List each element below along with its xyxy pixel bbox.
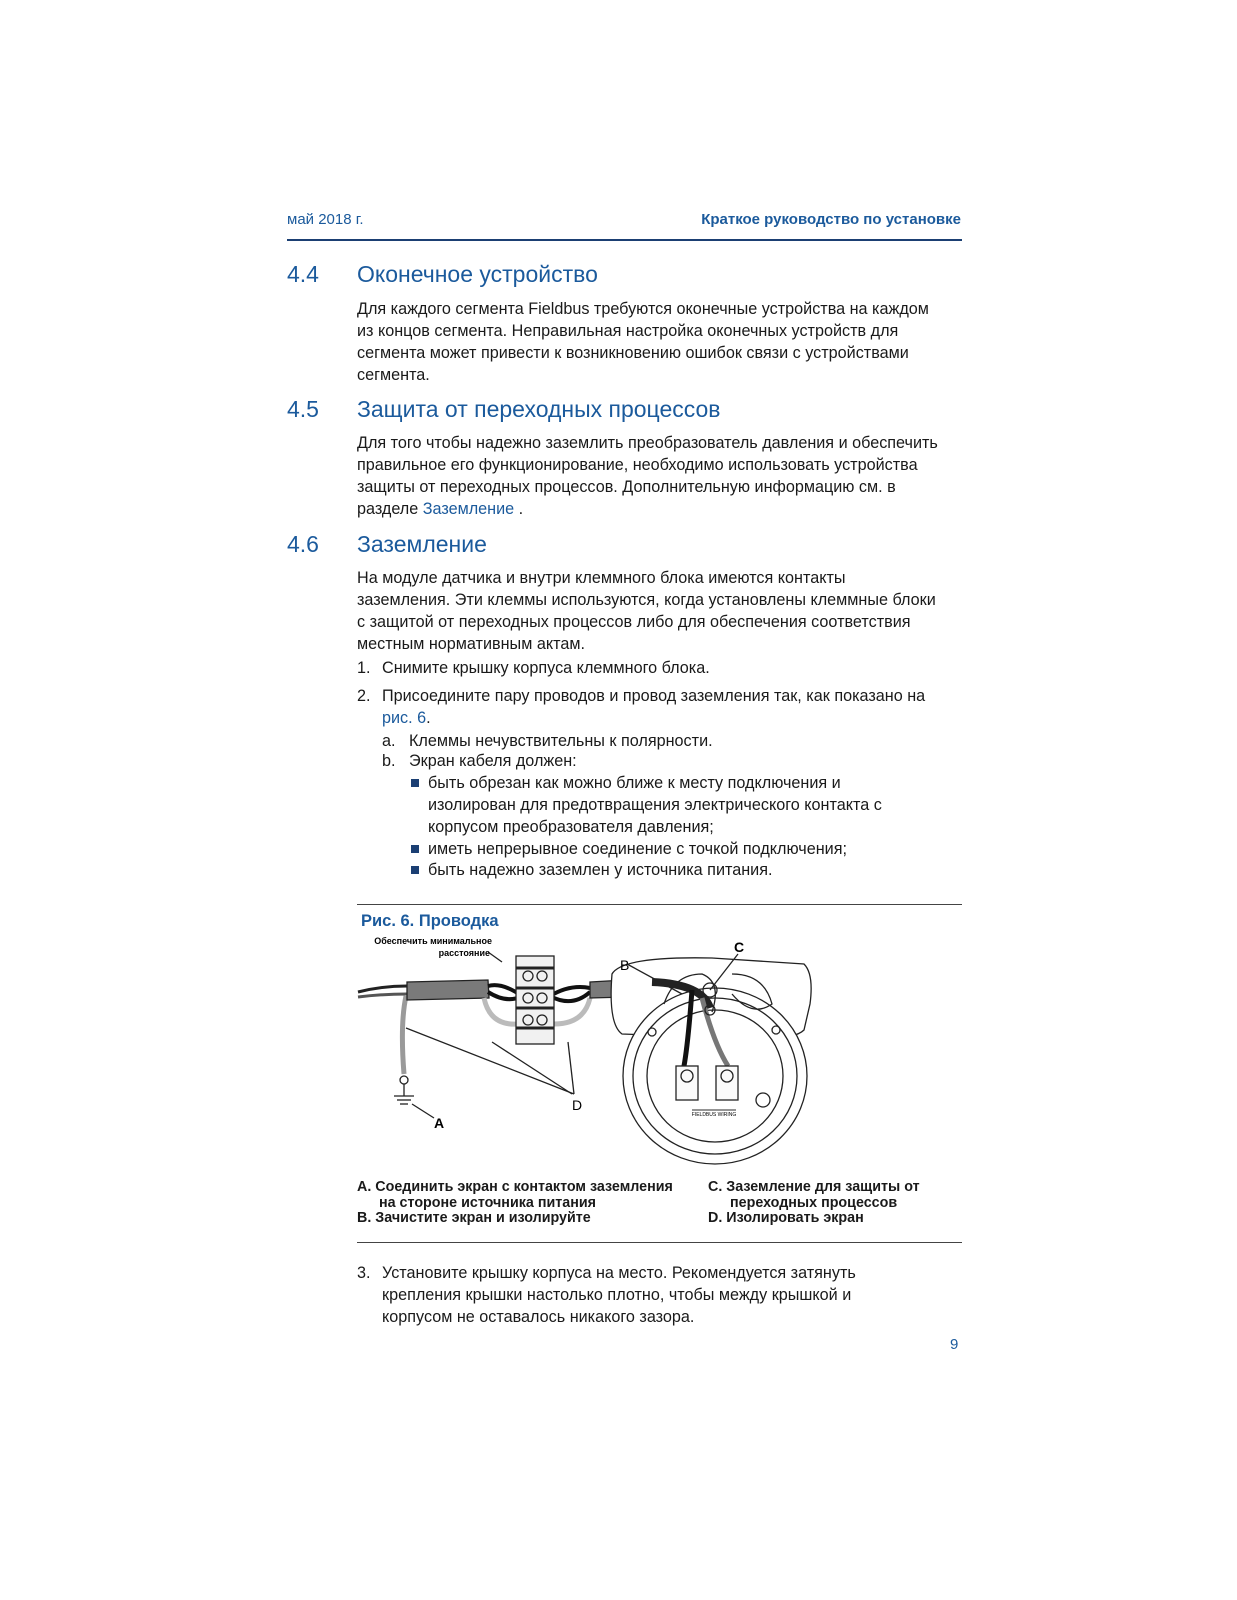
text-line: заземления. Эти клеммы используются, когда установлены клеммные блоки bbox=[357, 591, 936, 609]
bullet-square-icon bbox=[411, 866, 419, 874]
legend-key: B. bbox=[357, 1210, 372, 1226]
section-heading-4-6 bbox=[287, 531, 487, 558]
grounding-link[interactable]: Заземление bbox=[422, 500, 515, 518]
bullet-square-icon bbox=[411, 779, 419, 787]
text-line: На модуле датчика и внутри клеммного блока имеются контакты bbox=[357, 569, 846, 587]
section-number: 4.6 bbox=[287, 531, 319, 557]
step-3 bbox=[357, 1262, 963, 1328]
bullet-text: быть надежно заземлен у источника питания. bbox=[428, 861, 773, 879]
legend-key: A. bbox=[357, 1179, 372, 1195]
section-4-5-paragraph bbox=[357, 432, 963, 520]
legend-c bbox=[708, 1179, 920, 1211]
bullet-text: иметь непрерывное соединение с точкой подключения; bbox=[428, 840, 847, 858]
section-title: Оконечное устройство bbox=[357, 261, 598, 287]
legend-text: на стороне источника питания bbox=[379, 1195, 596, 1211]
bullet-text: быть обрезан как можно ближе к месту подключения и bbox=[428, 774, 841, 792]
figure-title: Рис. 6. Проводка bbox=[361, 912, 499, 930]
bullet-text: корпусом преобразователя давления; bbox=[428, 818, 714, 836]
legend-text: Изолировать экран bbox=[726, 1210, 864, 1226]
step-text: Установите крышку корпуса на место. Рекомендуется затянуть bbox=[382, 1264, 856, 1282]
label-c: C bbox=[734, 939, 745, 955]
callout-min-distance-2: расстояние bbox=[438, 948, 490, 958]
step-text: крепления крышки настолько плотно, чтобы между крышкой и bbox=[382, 1286, 852, 1304]
bullet-item bbox=[411, 838, 961, 860]
figure-6-link[interactable]: рис. 6 bbox=[382, 709, 427, 727]
legend-text: Заземление для защиты от bbox=[726, 1179, 920, 1195]
legend-key: C. bbox=[708, 1179, 723, 1195]
step-marker: 2. bbox=[357, 687, 371, 705]
section-title: Заземление bbox=[357, 531, 487, 557]
section-heading-4-5 bbox=[287, 396, 721, 423]
callout-min-distance: Обеспечить минимальное bbox=[374, 936, 492, 946]
step-text: Снимите крышку корпуса клеммного блока. bbox=[382, 659, 710, 677]
step-2 bbox=[357, 685, 963, 729]
section-number: 4.5 bbox=[287, 396, 319, 422]
step-marker: 3. bbox=[357, 1264, 371, 1282]
header-title: Краткое руководство по установке bbox=[701, 211, 961, 228]
step-marker: 1. bbox=[357, 659, 371, 677]
label-a: A bbox=[434, 1115, 445, 1131]
text-line: защиты от переходных процессов. Дополнительную информацию см. в bbox=[357, 478, 896, 496]
text-fragment: разделе bbox=[357, 500, 423, 518]
text-line: сегмента может привести к возникновению ошибок связи с устройствами bbox=[357, 344, 909, 362]
legend-text: Соединить экран с контактом заземления bbox=[375, 1179, 673, 1195]
text-line: местным нормативным актам. bbox=[357, 635, 585, 653]
bullet-square-icon bbox=[411, 845, 419, 853]
section-number: 4.4 bbox=[287, 261, 319, 287]
text-line: Для каждого сегмента Fieldbus требуются оконечные устройства на каждом bbox=[357, 300, 929, 318]
text-fragment: . bbox=[514, 500, 524, 518]
text-line: сегмента. bbox=[357, 366, 430, 384]
text-fragment: . bbox=[426, 709, 431, 727]
section-4-4-paragraph bbox=[357, 298, 963, 386]
text-line: правильное его функционирование, необходимо использовать устройства bbox=[357, 456, 918, 474]
section-heading-4-4 bbox=[287, 261, 598, 288]
legend-a bbox=[357, 1179, 673, 1211]
text-line: Для того чтобы надежно заземлить преобразователь давления и обеспечить bbox=[357, 434, 938, 452]
page-number: 9 bbox=[950, 1336, 959, 1353]
bullet-text: изолирован для предотвращения электрического контакта с bbox=[428, 796, 882, 814]
step-text: Присоедините пару проводов и провод заземления так, как показано на bbox=[382, 687, 926, 705]
plate-label: FIELDBUS WIRING bbox=[691, 1112, 737, 1118]
legend-d bbox=[708, 1210, 864, 1226]
text-line: из концов сегмента. Неправильная настройка оконечных устройств для bbox=[357, 322, 899, 340]
step-1 bbox=[357, 657, 963, 679]
label-d: D bbox=[572, 1097, 583, 1113]
sub-item-a bbox=[382, 730, 962, 752]
sub-text: Экран кабеля должен: bbox=[409, 752, 577, 770]
sub-marker: a. bbox=[382, 732, 396, 750]
legend-text: Зачистите экран и изолируйте bbox=[375, 1210, 591, 1226]
text-line: с защитой от переходных процессов либо для обеспечения соответствия bbox=[357, 613, 911, 631]
section-4-6-paragraph bbox=[357, 567, 963, 655]
wiring-diagram bbox=[352, 934, 822, 1166]
legend-b bbox=[357, 1210, 591, 1226]
section-title: Защита от переходных процессов bbox=[357, 396, 721, 422]
header-divider bbox=[287, 239, 962, 241]
step-text: корпусом не оставалось никакого зазора. bbox=[382, 1308, 695, 1326]
bullet-item bbox=[411, 772, 961, 838]
label-b: B bbox=[620, 957, 630, 973]
text-line bbox=[357, 498, 963, 520]
figure-top-rule bbox=[357, 904, 962, 905]
sub-marker: b. bbox=[382, 752, 396, 770]
legend-text: переходных процессов bbox=[730, 1195, 898, 1211]
bullet-item bbox=[411, 859, 961, 881]
figure-bottom-rule bbox=[357, 1242, 962, 1243]
header-date: май 2018 г. bbox=[287, 211, 364, 228]
legend-key: D. bbox=[708, 1210, 723, 1226]
sub-text: Клеммы нечувствительны к полярности. bbox=[409, 732, 713, 750]
sub-item-b bbox=[382, 750, 962, 772]
